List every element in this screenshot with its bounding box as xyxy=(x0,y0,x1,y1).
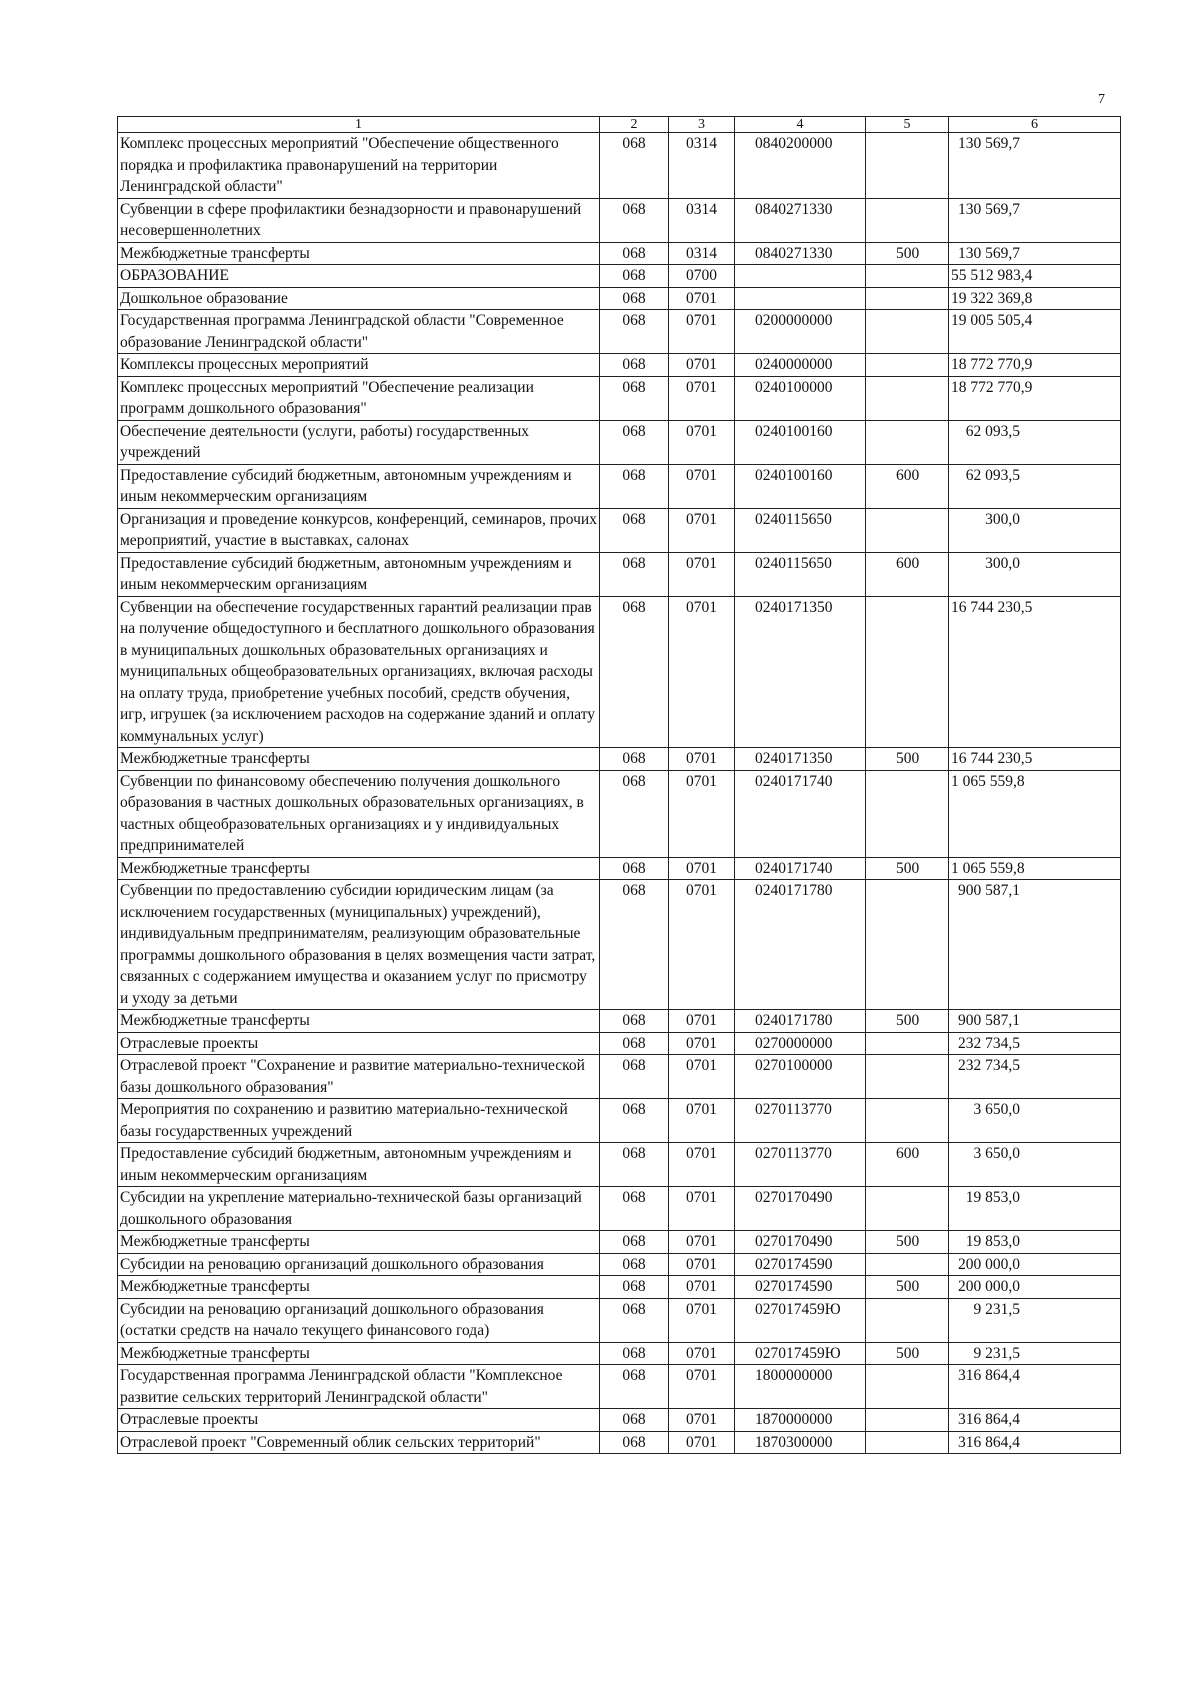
row-type-cell xyxy=(866,1409,949,1432)
row-target-cell: 0270170490 xyxy=(735,1187,866,1231)
row-name-cell: ОБРАЗОВАНИЕ xyxy=(118,265,600,288)
row-target-cell: 0270000000 xyxy=(735,1032,866,1055)
row-amount-cell: 62 093,5 xyxy=(949,464,1121,508)
row-type-cell: 600 xyxy=(866,1143,949,1187)
row-section-cell: 0314 xyxy=(669,242,735,265)
row-name-cell: Отраслевые проекты xyxy=(118,1409,600,1432)
column-header: 2 xyxy=(600,117,669,133)
row-name-cell: Субвенции по предоставлению субсидии юридическим лицам (за исключением государственных (муниципальных) учреждений), индивидуальным предпринимателям, реализующим образовательные программы дошкольного образования в целях возмещения части затрат, связанных с содержанием имущества и оказанием услуг по присмотру и уходу за детьми xyxy=(118,880,600,1010)
table-body xyxy=(118,117,1121,1454)
row-target-cell: 027017459Ю xyxy=(735,1298,866,1342)
row-target-cell: 0240171780 xyxy=(735,880,866,1010)
row-amount-cell: 55 512 983,4 xyxy=(949,265,1121,288)
table-row xyxy=(118,287,1121,310)
row-section-cell: 0701 xyxy=(669,1276,735,1299)
row-amount-cell: 300,0 xyxy=(949,508,1121,552)
row-type-cell xyxy=(866,770,949,857)
row-code-cell: 068 xyxy=(600,1409,669,1432)
row-section-cell: 0701 xyxy=(669,376,735,420)
row-code-cell: 068 xyxy=(600,1010,669,1033)
row-type-cell xyxy=(866,880,949,1010)
row-type-cell: 500 xyxy=(866,242,949,265)
row-name-cell: Государственная программа Ленинградской области "Современное образование Ленинградской области" xyxy=(118,310,600,354)
row-type-cell xyxy=(866,1431,949,1454)
table-header-row xyxy=(118,117,1121,133)
row-type-cell: 500 xyxy=(866,1342,949,1365)
row-name-cell: Субсидии на укрепление материально-технической базы организаций дошкольного образования xyxy=(118,1187,600,1231)
table-row xyxy=(118,310,1121,354)
column-header: 4 xyxy=(735,117,866,133)
row-target-cell: 0840200000 xyxy=(735,133,866,199)
row-section-cell: 0701 xyxy=(669,1055,735,1099)
row-section-cell: 0314 xyxy=(669,198,735,242)
row-type-cell xyxy=(866,596,949,748)
row-section-cell: 0701 xyxy=(669,1253,735,1276)
row-type-cell xyxy=(866,198,949,242)
row-amount-cell: 3 650,0 xyxy=(949,1143,1121,1187)
row-section-cell: 0701 xyxy=(669,1409,735,1432)
row-code-cell: 068 xyxy=(600,1431,669,1454)
row-target-cell: 0270100000 xyxy=(735,1055,866,1099)
row-section-cell: 0701 xyxy=(669,1032,735,1055)
row-code-cell: 068 xyxy=(600,1342,669,1365)
row-code-cell: 068 xyxy=(600,198,669,242)
row-amount-cell: 3 650,0 xyxy=(949,1099,1121,1143)
row-target-cell: 0270174590 xyxy=(735,1253,866,1276)
row-name-cell: Отраслевой проект "Современный облик сельских территорий" xyxy=(118,1431,600,1454)
row-code-cell: 068 xyxy=(600,1231,669,1254)
row-type-cell xyxy=(866,265,949,288)
row-target-cell xyxy=(735,265,866,288)
row-target-cell: 0240000000 xyxy=(735,354,866,377)
row-code-cell: 068 xyxy=(600,880,669,1010)
row-section-cell: 0314 xyxy=(669,133,735,199)
row-section-cell: 0701 xyxy=(669,1231,735,1254)
row-name-cell: Комплекс процессных мероприятий "Обеспечение реализации программ дошкольного образования" xyxy=(118,376,600,420)
row-amount-cell: 232 734,5 xyxy=(949,1032,1121,1055)
row-section-cell: 0701 xyxy=(669,287,735,310)
row-code-cell: 068 xyxy=(600,376,669,420)
row-target-cell: 0240171350 xyxy=(735,596,866,748)
page-number: 7 xyxy=(1098,92,1105,107)
row-type-cell: 500 xyxy=(866,1231,949,1254)
row-name-cell: Предоставление субсидий бюджетным, автономным учреждениям и иным некоммерческим организациям xyxy=(118,464,600,508)
row-amount-cell: 900 587,1 xyxy=(949,1010,1121,1033)
row-code-cell: 068 xyxy=(600,1055,669,1099)
row-code-cell: 068 xyxy=(600,1253,669,1276)
row-type-cell xyxy=(866,1298,949,1342)
row-code-cell: 068 xyxy=(600,242,669,265)
row-target-cell: 0240100160 xyxy=(735,464,866,508)
row-section-cell: 0700 xyxy=(669,265,735,288)
row-code-cell: 068 xyxy=(600,1187,669,1231)
row-target-cell: 0840271330 xyxy=(735,242,866,265)
row-type-cell xyxy=(866,1187,949,1231)
table-row xyxy=(118,1055,1121,1099)
table-row xyxy=(118,1231,1121,1254)
table-row xyxy=(118,596,1121,748)
row-amount-cell: 200 000,0 xyxy=(949,1253,1121,1276)
row-name-cell: Предоставление субсидий бюджетным, автономным учреждениям и иным некоммерческим организациям xyxy=(118,552,600,596)
row-name-cell: Субвенции по финансовому обеспечению получения дошкольного образования в частных дошкольных образовательных организациях, в частных общеобразовательных организациях и у индивидуальных предпринимателей xyxy=(118,770,600,857)
row-target-cell: 1870000000 xyxy=(735,1409,866,1432)
table-row xyxy=(118,1298,1121,1342)
row-amount-cell: 18 772 770,9 xyxy=(949,354,1121,377)
row-amount-cell: 232 734,5 xyxy=(949,1055,1121,1099)
column-header: 5 xyxy=(866,117,949,133)
row-code-cell: 068 xyxy=(600,310,669,354)
budget-table xyxy=(117,116,1121,1454)
row-amount-cell: 19 322 369,8 xyxy=(949,287,1121,310)
row-name-cell: Отраслевой проект "Сохранение и развитие материально-технической базы дошкольного образования" xyxy=(118,1055,600,1099)
row-name-cell: Комплекс процессных мероприятий "Обеспечение общественного порядка и профилактика правонарушений на территории Ленинградской области" xyxy=(118,133,600,199)
row-target-cell: 1870300000 xyxy=(735,1431,866,1454)
table-row xyxy=(118,1099,1121,1143)
row-name-cell: Межбюджетные трансферты xyxy=(118,748,600,771)
row-code-cell: 068 xyxy=(600,287,669,310)
row-code-cell: 068 xyxy=(600,1298,669,1342)
row-type-cell: 500 xyxy=(866,748,949,771)
row-code-cell: 068 xyxy=(600,1099,669,1143)
row-type-cell: 600 xyxy=(866,464,949,508)
row-type-cell: 500 xyxy=(866,1276,949,1299)
row-code-cell: 068 xyxy=(600,1032,669,1055)
row-name-cell: Межбюджетные трансферты xyxy=(118,1010,600,1033)
row-amount-cell: 130 569,7 xyxy=(949,133,1121,199)
table-row xyxy=(118,420,1121,464)
row-name-cell: Субсидии на реновацию организаций дошкольного образования xyxy=(118,1253,600,1276)
row-amount-cell: 16 744 230,5 xyxy=(949,748,1121,771)
row-type-cell xyxy=(866,287,949,310)
row-target-cell: 0240171780 xyxy=(735,1010,866,1033)
row-type-cell xyxy=(866,310,949,354)
row-amount-cell: 316 864,4 xyxy=(949,1409,1121,1432)
row-target-cell: 0270174590 xyxy=(735,1276,866,1299)
row-section-cell: 0701 xyxy=(669,857,735,880)
row-code-cell: 068 xyxy=(600,508,669,552)
row-amount-cell: 1 065 559,8 xyxy=(949,770,1121,857)
table-row xyxy=(118,770,1121,857)
row-section-cell: 0701 xyxy=(669,1342,735,1365)
table-row xyxy=(118,198,1121,242)
row-name-cell: Государственная программа Ленинградской области "Комплексное развитие сельских территорий Ленинградской области" xyxy=(118,1365,600,1409)
table-row xyxy=(118,464,1121,508)
table-row xyxy=(118,857,1121,880)
table-row xyxy=(118,1253,1121,1276)
row-name-cell: Субсидии на реновацию организаций дошкольного образования (остатки средств на начало текущего финансового года) xyxy=(118,1298,600,1342)
row-type-cell xyxy=(866,133,949,199)
row-section-cell: 0701 xyxy=(669,1143,735,1187)
row-section-cell: 0701 xyxy=(669,310,735,354)
table-row xyxy=(118,1276,1121,1299)
row-code-cell: 068 xyxy=(600,1276,669,1299)
row-type-cell xyxy=(866,1055,949,1099)
row-code-cell: 068 xyxy=(600,420,669,464)
row-target-cell: 0240115650 xyxy=(735,508,866,552)
row-target-cell: 0240115650 xyxy=(735,552,866,596)
row-name-cell: Обеспечение деятельности (услуги, работы) государственных учреждений xyxy=(118,420,600,464)
row-amount-cell: 9 231,5 xyxy=(949,1342,1121,1365)
row-code-cell: 068 xyxy=(600,770,669,857)
row-target-cell: 0240171350 xyxy=(735,748,866,771)
table-row xyxy=(118,1187,1121,1231)
row-section-cell: 0701 xyxy=(669,1010,735,1033)
row-type-cell xyxy=(866,1253,949,1276)
table-row xyxy=(118,376,1121,420)
row-section-cell: 0701 xyxy=(669,748,735,771)
row-name-cell: Отраслевые проекты xyxy=(118,1032,600,1055)
row-amount-cell: 9 231,5 xyxy=(949,1298,1121,1342)
row-section-cell: 0701 xyxy=(669,596,735,748)
row-target-cell: 0270113770 xyxy=(735,1099,866,1143)
row-section-cell: 0701 xyxy=(669,464,735,508)
row-section-cell: 0701 xyxy=(669,354,735,377)
row-section-cell: 0701 xyxy=(669,508,735,552)
row-amount-cell: 316 864,4 xyxy=(949,1431,1121,1454)
row-name-cell: Мероприятия по сохранению и развитию материально-технической базы государственных учреждений xyxy=(118,1099,600,1143)
row-name-cell: Межбюджетные трансферты xyxy=(118,1231,600,1254)
row-code-cell: 068 xyxy=(600,748,669,771)
row-target-cell xyxy=(735,287,866,310)
row-amount-cell: 16 744 230,5 xyxy=(949,596,1121,748)
row-section-cell: 0701 xyxy=(669,770,735,857)
row-type-cell: 600 xyxy=(866,552,949,596)
row-type-cell xyxy=(866,420,949,464)
row-type-cell xyxy=(866,354,949,377)
table-row xyxy=(118,133,1121,199)
table-row xyxy=(118,354,1121,377)
row-code-cell: 068 xyxy=(600,1143,669,1187)
row-name-cell: Предоставление субсидий бюджетным, автономным учреждениям и иным некоммерческим организациям xyxy=(118,1143,600,1187)
row-amount-cell: 1 065 559,8 xyxy=(949,857,1121,880)
row-name-cell: Межбюджетные трансферты xyxy=(118,1276,600,1299)
row-code-cell: 068 xyxy=(600,354,669,377)
table-row xyxy=(118,242,1121,265)
table-row xyxy=(118,508,1121,552)
table-row xyxy=(118,1365,1121,1409)
row-target-cell: 0200000000 xyxy=(735,310,866,354)
table-row xyxy=(118,1342,1121,1365)
row-code-cell: 068 xyxy=(600,857,669,880)
row-section-cell: 0701 xyxy=(669,880,735,1010)
row-amount-cell: 19 853,0 xyxy=(949,1231,1121,1254)
table-row xyxy=(118,1409,1121,1432)
row-type-cell xyxy=(866,376,949,420)
row-name-cell: Межбюджетные трансферты xyxy=(118,242,600,265)
row-amount-cell: 300,0 xyxy=(949,552,1121,596)
row-code-cell: 068 xyxy=(600,265,669,288)
row-name-cell: Субвенции в сфере профилактики безнадзорности и правонарушений несовершеннолетних xyxy=(118,198,600,242)
row-amount-cell: 316 864,4 xyxy=(949,1365,1121,1409)
table-row xyxy=(118,552,1121,596)
column-header: 1 xyxy=(118,117,600,133)
row-name-cell: Межбюджетные трансферты xyxy=(118,1342,600,1365)
row-name-cell: Дошкольное образование xyxy=(118,287,600,310)
row-type-cell xyxy=(866,1099,949,1143)
row-type-cell: 500 xyxy=(866,857,949,880)
column-header: 3 xyxy=(669,117,735,133)
table-row xyxy=(118,880,1121,1010)
row-section-cell: 0701 xyxy=(669,1298,735,1342)
row-amount-cell: 900 587,1 xyxy=(949,880,1121,1010)
table-row xyxy=(118,1431,1121,1454)
row-target-cell: 0240100000 xyxy=(735,376,866,420)
row-section-cell: 0701 xyxy=(669,1365,735,1409)
row-code-cell: 068 xyxy=(600,133,669,199)
row-code-cell: 068 xyxy=(600,1365,669,1409)
row-amount-cell: 200 000,0 xyxy=(949,1276,1121,1299)
row-name-cell: Комплексы процессных мероприятий xyxy=(118,354,600,377)
row-amount-cell: 19 005 505,4 xyxy=(949,310,1121,354)
table-row xyxy=(118,265,1121,288)
row-section-cell: 0701 xyxy=(669,552,735,596)
row-section-cell: 0701 xyxy=(669,420,735,464)
table-row xyxy=(118,1010,1121,1033)
table-row xyxy=(118,1032,1121,1055)
row-code-cell: 068 xyxy=(600,596,669,748)
row-amount-cell: 62 093,5 xyxy=(949,420,1121,464)
row-name-cell: Субвенции на обеспечение государственных гарантий реализации прав на получение общедоступного и бесплатного дошкольного образования в муниципальных дошкольных образовательных организациях и муниципальных общеобразовательных организациях, включая расходы на оплату труда, приобретение учебных пособий, средств обучения, игр, игрушек (за исключением расходов на содержание зданий и оплату коммунальных услуг) xyxy=(118,596,600,748)
row-target-cell: 0240100160 xyxy=(735,420,866,464)
row-target-cell: 0270113770 xyxy=(735,1143,866,1187)
row-section-cell: 0701 xyxy=(669,1431,735,1454)
row-amount-cell: 130 569,7 xyxy=(949,198,1121,242)
row-type-cell xyxy=(866,1032,949,1055)
row-type-cell xyxy=(866,1365,949,1409)
row-name-cell: Организация и проведение конкурсов, конференций, семинаров, прочих мероприятий, участие в выставках, салонах xyxy=(118,508,600,552)
row-section-cell: 0701 xyxy=(669,1099,735,1143)
row-code-cell: 068 xyxy=(600,552,669,596)
table-row xyxy=(118,748,1121,771)
table-row xyxy=(118,1143,1121,1187)
row-amount-cell: 18 772 770,9 xyxy=(949,376,1121,420)
row-code-cell: 068 xyxy=(600,464,669,508)
row-target-cell: 027017459Ю xyxy=(735,1342,866,1365)
row-target-cell: 0240171740 xyxy=(735,770,866,857)
column-header: 6 xyxy=(949,117,1121,133)
row-name-cell: Межбюджетные трансферты xyxy=(118,857,600,880)
row-section-cell: 0701 xyxy=(669,1187,735,1231)
row-target-cell: 1800000000 xyxy=(735,1365,866,1409)
row-amount-cell: 19 853,0 xyxy=(949,1187,1121,1231)
row-type-cell: 500 xyxy=(866,1010,949,1033)
row-target-cell: 0240171740 xyxy=(735,857,866,880)
row-type-cell xyxy=(866,508,949,552)
row-target-cell: 0270170490 xyxy=(735,1231,866,1254)
row-amount-cell: 130 569,7 xyxy=(949,242,1121,265)
row-target-cell: 0840271330 xyxy=(735,198,866,242)
